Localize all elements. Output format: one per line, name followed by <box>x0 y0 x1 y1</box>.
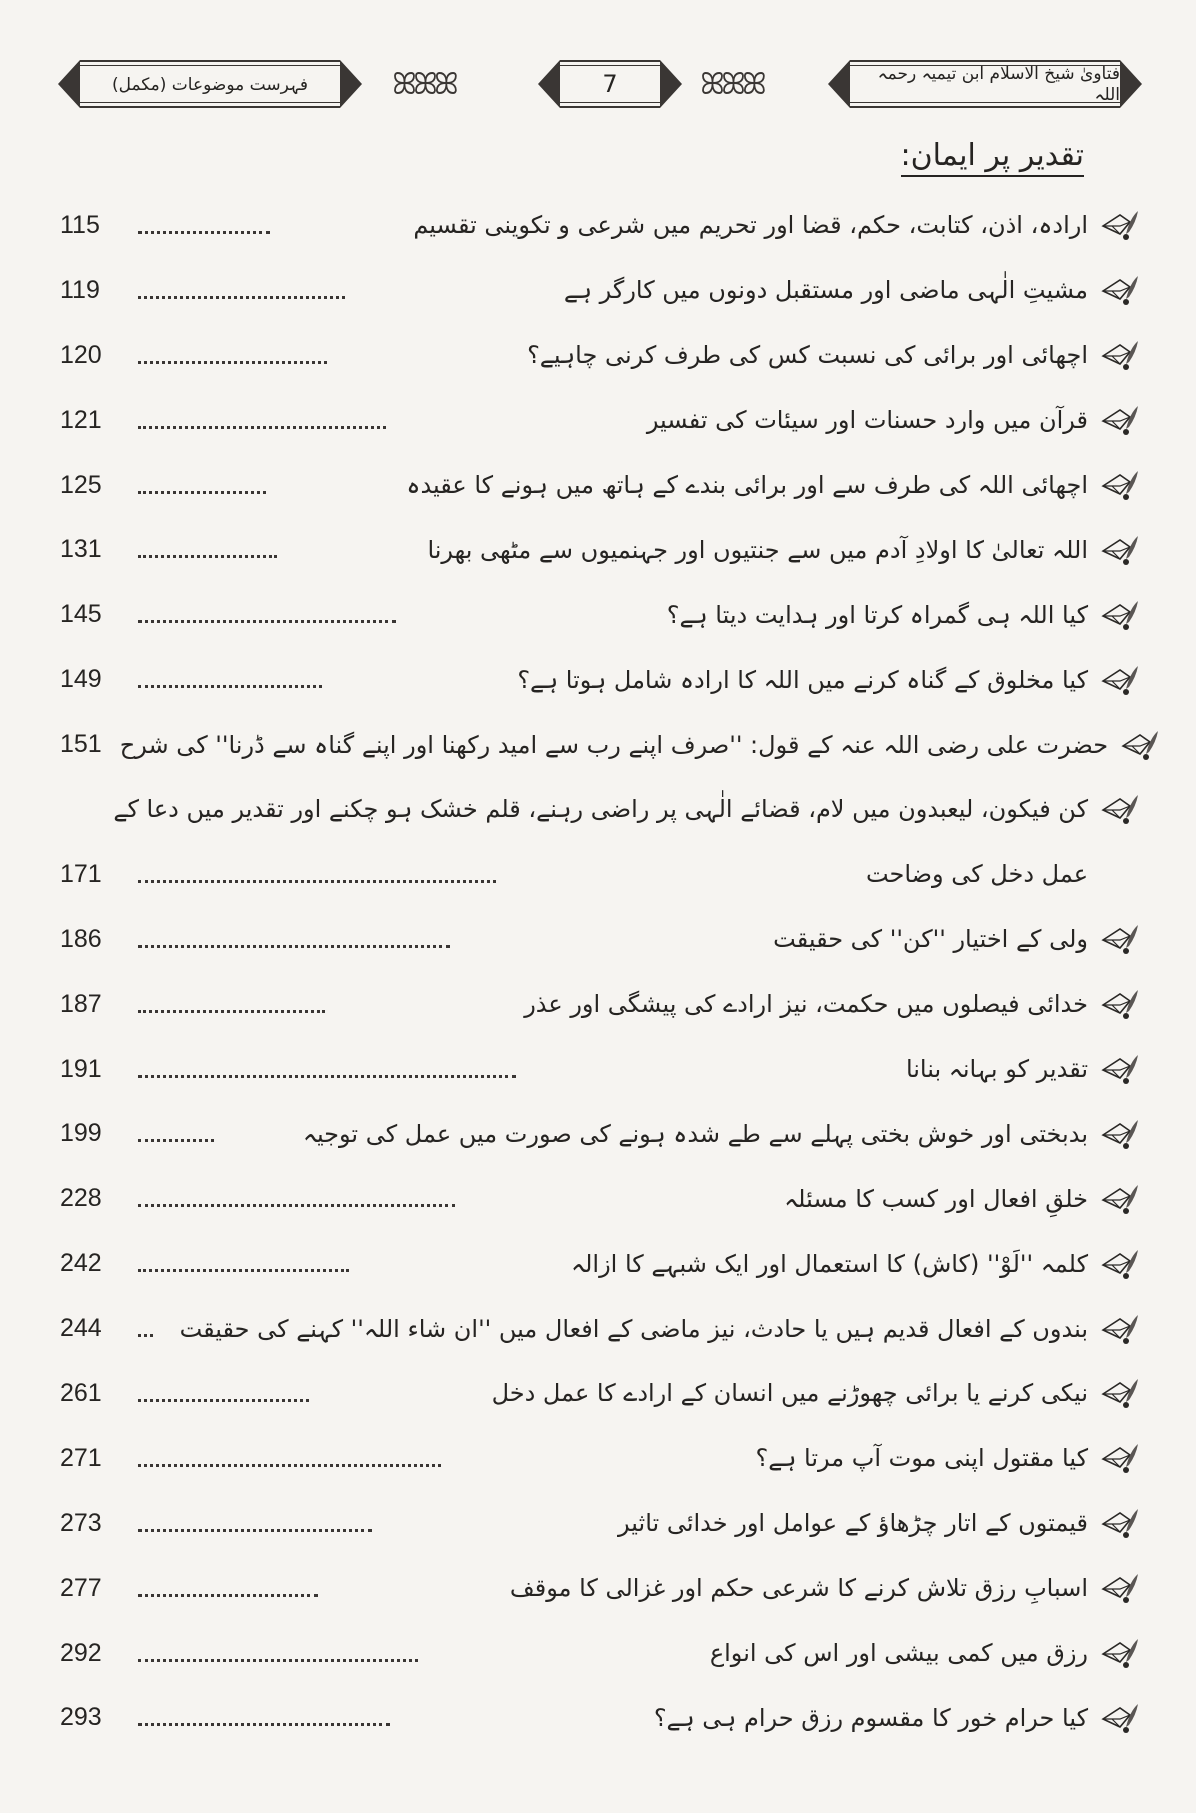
quill-envelope-icon <box>1100 1376 1140 1410</box>
quill-envelope-icon <box>1100 338 1140 372</box>
toc-entry <box>60 777 1140 842</box>
dot-leader <box>138 685 322 688</box>
toc-entry <box>60 1621 1140 1686</box>
entry-title: رزق میں کمی بیشی اور اس کی انواع <box>709 1639 1088 1668</box>
entry-title: کیا مقتول اپنی موت آپ مرتا ہے؟ <box>755 1444 1089 1473</box>
section-title-cartouche <box>80 60 340 108</box>
toc-entry <box>60 647 1140 712</box>
section-title: فہرست موضوعات (مکمل) <box>111 74 309 95</box>
entry-title: کلمہ ''لَوْ'' (کاش) کا استعمال اور ایک شبہے کا ازالہ <box>571 1249 1089 1278</box>
entry-title: کیا حرام خور کا مقسوم رزق حرام ہی ہے؟ <box>653 1703 1088 1732</box>
toc-entry <box>60 1231 1140 1296</box>
quill-envelope-icon <box>1100 403 1140 437</box>
dot-leader <box>138 296 345 299</box>
quill-envelope-icon <box>1100 533 1140 567</box>
dot-leader <box>138 1594 318 1597</box>
toc-entry <box>60 1101 1140 1166</box>
page-ref: 273 <box>60 1508 102 1537</box>
entry-title: اچھائی اور برائی کی نسبت کس کی طرف کرنی چاہیے؟ <box>527 341 1089 370</box>
entry-title: خدائی فیصلوں میں حکمت، نیز ارادے کی پیشگی اور عذر <box>524 990 1088 1019</box>
quill-envelope-icon <box>1100 273 1140 307</box>
quill-envelope-icon <box>1100 1182 1140 1216</box>
page-ref: 199 <box>60 1119 102 1148</box>
dot-leader <box>138 620 396 623</box>
entry-title: بدبختی اور خوش بختی پہلے سے طے شدہ ہونے کی صورت میں عمل کی توجیہ <box>302 1119 1089 1148</box>
entry-title: کیا اللہ ہی گمراہ کرتا اور ہدایت دیتا ہے؟ <box>666 600 1088 629</box>
quill-envelope-icon <box>1100 598 1140 632</box>
entry-title: خلقِ افعال اور کسب کا مسئلہ <box>784 1184 1089 1213</box>
quill-envelope-icon <box>1100 1441 1140 1475</box>
entry-title: بندوں کے افعال قدیم ہیں یا حادث، نیز ماضی کے افعال میں ''ان شاء اللہ'' کہنے کی حقیقت <box>179 1314 1089 1343</box>
entry-title: حضرت علی رضی اللہ عنہ کے قول: ''صرف اپنے رب سے امید رکھنا اور اپنے گناہ سے ڈرنا'' کی شرح <box>119 730 1109 759</box>
toc-entry <box>60 453 1140 518</box>
entry-title: مشیتِ الٰہی ماضی اور مستقبل دونوں میں کارگر ہے <box>563 276 1088 305</box>
toc-entry <box>60 907 1140 972</box>
quill-envelope-icon <box>1100 1247 1140 1281</box>
book-title: فتاویٰ شیخ الاسلام ابن تیمیہ رحمہ اللہ <box>877 64 1120 105</box>
page-ref: 187 <box>60 989 102 1018</box>
toc-entry <box>60 323 1140 388</box>
page-ref: 125 <box>60 470 102 499</box>
toc-entry <box>60 1037 1140 1102</box>
page-ref: 277 <box>60 1573 102 1602</box>
entry-title: اللہ تعالیٰ کا اولادِ آدم میں سے جنتیوں اور جہنمیوں سے مٹھی بھرنا <box>427 535 1089 564</box>
entry-title: کن فیکون، لیعبدون میں لام، قضائے الٰہی پر راضی رہنے، قلم خشک ہو چکنے اور تقدیر میں دعا کے <box>113 795 1088 824</box>
quill-envelope-icon <box>1120 728 1160 762</box>
page-ref: 242 <box>60 1249 102 1278</box>
quill-envelope-icon <box>1100 208 1140 242</box>
toc-entry <box>60 388 1140 453</box>
toc-entry <box>60 1361 1140 1426</box>
quill-envelope-icon <box>1100 1571 1140 1605</box>
ornament-right: ꕤꕤꕤ <box>700 66 763 102</box>
dot-leader <box>138 1659 418 1662</box>
dot-leader <box>138 1723 390 1726</box>
toc-entry <box>60 1426 1140 1491</box>
entry-title: ولی کے اختیار ''کن'' کی حقیقت <box>773 925 1088 954</box>
dot-leader <box>138 1529 372 1532</box>
toc-entry <box>60 517 1140 582</box>
page-ref: 145 <box>60 600 102 629</box>
page-ref: 120 <box>60 340 102 369</box>
page-number-cartouche <box>560 60 660 108</box>
toc-entry <box>60 1685 1140 1750</box>
dot-leader <box>138 1075 516 1078</box>
toc-list <box>60 193 1140 1750</box>
dot-leader <box>138 945 450 948</box>
quill-envelope-icon <box>1100 1117 1140 1151</box>
book-title-cartouche <box>850 60 1120 108</box>
page-number: 7 <box>602 70 618 98</box>
toc-entry <box>60 972 1140 1037</box>
section-heading: تقدیر پر ایمان: <box>901 138 1084 177</box>
entry-title: اسبابِ رزق تلاش کرنے کا شرعی حکم اور غزالی کا موقف <box>509 1574 1089 1603</box>
page-ref: 119 <box>60 275 100 304</box>
dot-leader <box>138 1139 214 1142</box>
dot-leader <box>138 1204 455 1207</box>
quill-envelope-icon <box>1100 1701 1140 1735</box>
page-ref: 151 <box>60 730 102 759</box>
quill-envelope-icon <box>1100 1636 1140 1670</box>
entry-title: اچھائی اللہ کی طرف سے اور برائی بندے کے ہاتھ میں ہونے کا عقیدہ <box>406 471 1089 499</box>
dot-leader <box>138 1010 325 1013</box>
ornament-left: ꕤꕤꕤ <box>392 66 455 102</box>
dot-leader <box>138 1334 153 1337</box>
page-ref: 228 <box>60 1184 102 1213</box>
dot-leader <box>138 231 270 234</box>
toc-entry <box>60 1556 1140 1621</box>
quill-envelope-icon <box>1100 1052 1140 1086</box>
page-ref: 271 <box>60 1443 102 1472</box>
toc-entry <box>60 712 1140 777</box>
page-ref: 186 <box>60 924 102 953</box>
toc-entry <box>60 1296 1140 1361</box>
dot-leader <box>138 555 277 558</box>
entry-title: کیا مخلوق کے گناہ کرنے میں اللہ کا ارادہ شامل ہوتا ہے؟ <box>517 665 1089 694</box>
entry-title: عمل دخل کی وضاحت <box>865 860 1089 889</box>
page-ref: 244 <box>60 1314 102 1343</box>
page-ref: 292 <box>60 1638 102 1667</box>
entry-title: قرآن میں وارد حسنات اور سیئات کی تفسیر <box>646 406 1089 435</box>
page-ref: 131 <box>60 535 102 564</box>
dot-leader <box>138 1269 349 1272</box>
toc-entry <box>60 582 1140 647</box>
dot-leader <box>138 491 266 494</box>
entry-title: نیکی کرنے یا برائی چھوڑنے میں انسان کے ارادے کا عمل دخل <box>491 1379 1088 1408</box>
dot-leader <box>138 1399 309 1402</box>
entry-title: ارادہ، اذن، کتابت، حکم، قضا اور تحریم میں شرعی و تکوینی تقسیم <box>413 211 1089 240</box>
page-ref: 115 <box>60 210 100 239</box>
entry-title: تقدیر کو بہانہ بنانا <box>905 1055 1089 1084</box>
dot-leader <box>138 361 327 364</box>
dot-leader <box>138 1464 441 1467</box>
quill-envelope-icon <box>1100 468 1140 502</box>
quill-envelope-icon <box>1100 792 1140 826</box>
page-ref: 293 <box>60 1703 102 1732</box>
quill-envelope-icon <box>1100 1506 1140 1540</box>
toc-entry <box>60 193 1140 258</box>
page-ref: 261 <box>60 1378 102 1407</box>
page-ref: 149 <box>60 665 102 694</box>
page-ref: 121 <box>60 405 102 434</box>
page-ref: 191 <box>60 1054 102 1083</box>
toc-entry <box>60 1166 1140 1231</box>
quill-envelope-icon <box>1100 922 1140 956</box>
quill-envelope-icon <box>1100 987 1140 1021</box>
dot-leader <box>138 426 386 429</box>
entry-title: قیمتوں کے اتار چڑھاؤ کے عوامل اور خدائی تاثیر <box>618 1509 1088 1538</box>
page-ref: 171 <box>60 859 102 888</box>
quill-envelope-icon <box>1100 663 1140 697</box>
quill-envelope-icon <box>1100 1312 1140 1346</box>
dot-leader <box>138 880 496 883</box>
toc-entry <box>60 258 1140 323</box>
toc-entry <box>60 842 1140 907</box>
toc-entry <box>60 1491 1140 1556</box>
